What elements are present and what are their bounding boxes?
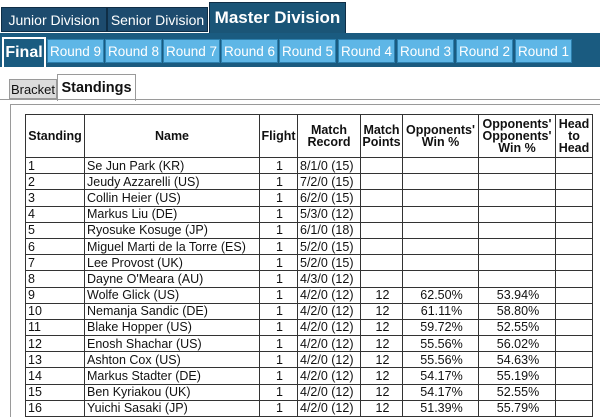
cell-head-to-head [556, 206, 593, 222]
cell-match-points: 12 [361, 352, 403, 368]
cell-match-record: 4/2/0 (12) [298, 336, 361, 352]
cell-match-points [361, 158, 403, 174]
cell-name: Wolfe Glick (US) [85, 287, 260, 303]
cell-flight: 1 [260, 255, 298, 271]
cell-opponents-opponents-win: 52.55% [479, 319, 556, 335]
column-header-match-points: Match Points [361, 115, 403, 158]
cell-standing: 14 [26, 368, 85, 384]
cell-name: Ben Kyriakou (UK) [85, 384, 260, 400]
tab-round-1[interactable]: Round 1 [515, 39, 572, 63]
cell-flight: 1 [260, 222, 298, 238]
cell-flight: 1 [260, 336, 298, 352]
cell-match-record: 6/1/0 (18) [298, 222, 361, 238]
cell-name: Collin Heier (US) [85, 190, 260, 206]
cell-match-record: 4/2/0 (12) [298, 303, 361, 319]
cell-match-points [361, 255, 403, 271]
cell-opponents-win [403, 158, 479, 174]
cell-match-record: 4/2/0 (12) [298, 384, 361, 400]
cell-match-points [361, 190, 403, 206]
column-header-match-record: Match Record [298, 115, 361, 158]
cell-opponents-win: 59.72% [403, 319, 479, 335]
cell-head-to-head [556, 158, 593, 174]
tab-final[interactable]: Final [2, 37, 46, 67]
cell-opponents-win: 61.11% [403, 303, 479, 319]
cell-opponents-win [403, 174, 479, 190]
cell-head-to-head [556, 336, 593, 352]
table-row [26, 303, 593, 319]
cell-standing: 5 [26, 222, 85, 238]
tab-senior-division[interactable]: Senior Division [107, 7, 208, 32]
table-row [26, 158, 593, 174]
round-tab-bar [0, 33, 600, 67]
cell-match-record: 5/2/0 (15) [298, 238, 361, 254]
cell-match-points: 12 [361, 368, 403, 384]
table-row [26, 384, 593, 400]
cell-match-points: 12 [361, 319, 403, 335]
cell-flight: 1 [260, 158, 298, 174]
cell-opponents-win: 55.56% [403, 336, 479, 352]
cell-opponents-opponents-win: 52.55% [479, 384, 556, 400]
cell-name: Markus Liu (DE) [85, 206, 260, 222]
column-header-flight: Flight [260, 115, 298, 158]
cell-standing: 16 [26, 400, 85, 416]
cell-flight: 1 [260, 384, 298, 400]
tab-junior-division[interactable]: Junior Division [1, 7, 107, 32]
cell-standing: 4 [26, 206, 85, 222]
cell-match-points: 12 [361, 384, 403, 400]
cell-opponents-opponents-win: 54.63% [479, 352, 556, 368]
cell-match-record: 5/2/0 (15) [298, 255, 361, 271]
cell-name: Markus Stadter (DE) [85, 368, 260, 384]
cell-opponents-opponents-win: 53.94% [479, 287, 556, 303]
cell-standing: 13 [26, 352, 85, 368]
tab-master-division[interactable]: Master Division [209, 2, 346, 33]
tab-round-2[interactable]: Round 2 [456, 39, 513, 63]
cell-name: Enosh Shachar (US) [85, 336, 260, 352]
cell-opponents-opponents-win [479, 174, 556, 190]
cell-head-to-head [556, 190, 593, 206]
table-row [26, 287, 593, 303]
cell-name: Ashton Cox (US) [85, 352, 260, 368]
cell-opponents-opponents-win: 56.02% [479, 336, 556, 352]
table-row [26, 206, 593, 222]
tab-round-3[interactable]: Round 3 [397, 39, 454, 63]
cell-head-to-head [556, 222, 593, 238]
cell-match-points [361, 206, 403, 222]
cell-flight: 1 [260, 319, 298, 335]
table-row [26, 255, 593, 271]
cell-opponents-opponents-win: 58.80% [479, 303, 556, 319]
view-tab-bar [0, 67, 600, 100]
cell-opponents-win: 51.39% [403, 400, 479, 416]
cell-opponents-win: 55.56% [403, 352, 479, 368]
cell-match-record: 4/2/0 (12) [298, 368, 361, 384]
cell-opponents-win [403, 222, 479, 238]
cell-name: Se Jun Park (KR) [85, 158, 260, 174]
cell-flight: 1 [260, 287, 298, 303]
standings-table [25, 114, 593, 417]
table-row [26, 368, 593, 384]
cell-standing: 8 [26, 271, 85, 287]
column-header-standing: Standing [26, 115, 85, 158]
tab-round-7[interactable]: Round 7 [163, 39, 220, 63]
table-row [26, 400, 593, 416]
cell-name: Blake Hopper (US) [85, 319, 260, 335]
column-header-name: Name [85, 115, 260, 158]
column-header-opponents-win: Opponents' Win % [403, 115, 479, 158]
cell-match-record: 4/3/0 (12) [298, 271, 361, 287]
cell-match-points [361, 238, 403, 254]
cell-match-points: 12 [361, 336, 403, 352]
cell-name: Ryosuke Kosuge (JP) [85, 222, 260, 238]
cell-opponents-win [403, 206, 479, 222]
cell-standing: 10 [26, 303, 85, 319]
tab-standings[interactable]: Standings [57, 74, 136, 101]
table-row [26, 222, 593, 238]
cell-opponents-opponents-win: 55.79% [479, 400, 556, 416]
cell-standing: 3 [26, 190, 85, 206]
cell-standing: 11 [26, 319, 85, 335]
cell-standing: 1 [26, 158, 85, 174]
cell-flight: 1 [260, 368, 298, 384]
cell-match-record: 4/2/0 (12) [298, 319, 361, 335]
standings-table-body [26, 158, 593, 417]
cell-flight: 1 [260, 206, 298, 222]
cell-match-record: 6/2/0 (15) [298, 190, 361, 206]
cell-head-to-head [556, 368, 593, 384]
tab-bracket[interactable]: Bracket [9, 79, 57, 99]
cell-name: Jeudy Azzarelli (US) [85, 174, 260, 190]
cell-match-points: 12 [361, 400, 403, 416]
table-header-row [26, 115, 593, 158]
cell-opponents-win: 54.17% [403, 384, 479, 400]
column-header-opponents-opponents-win: Opponents' Opponents' Win % [479, 115, 556, 158]
cell-flight: 1 [260, 238, 298, 254]
cell-standing: 15 [26, 384, 85, 400]
cell-match-record: 4/2/0 (12) [298, 400, 361, 416]
cell-standing: 12 [26, 336, 85, 352]
column-header-head-to-head: Head to Head [556, 115, 593, 158]
cell-name: Yuichi Sasaki (JP) [85, 400, 260, 416]
cell-name: Nemanja Sandic (DE) [85, 303, 260, 319]
cell-standing: 2 [26, 174, 85, 190]
cell-flight: 1 [260, 174, 298, 190]
cell-standing: 6 [26, 238, 85, 254]
cell-head-to-head [556, 255, 593, 271]
cell-opponents-opponents-win [479, 255, 556, 271]
table-row [26, 319, 593, 335]
cell-match-record: 4/2/0 (12) [298, 287, 361, 303]
cell-match-points [361, 174, 403, 190]
cell-standing: 9 [26, 287, 85, 303]
cell-standing: 7 [26, 255, 85, 271]
cell-opponents-win [403, 190, 479, 206]
cell-head-to-head [556, 174, 593, 190]
cell-name: Dayne O'Meara (AU) [85, 271, 260, 287]
cell-flight: 1 [260, 303, 298, 319]
cell-flight: 1 [260, 190, 298, 206]
table-row [26, 352, 593, 368]
cell-opponents-opponents-win [479, 238, 556, 254]
tab-round-5[interactable]: Round 5 [279, 39, 336, 63]
cell-name: Lee Provost (UK) [85, 255, 260, 271]
cell-head-to-head [556, 287, 593, 303]
cell-match-points [361, 271, 403, 287]
cell-flight: 1 [260, 400, 298, 416]
cell-opponents-opponents-win [479, 206, 556, 222]
cell-head-to-head [556, 238, 593, 254]
cell-head-to-head [556, 319, 593, 335]
cell-flight: 1 [260, 271, 298, 287]
cell-match-record: 5/3/0 (12) [298, 206, 361, 222]
tab-round-9[interactable]: Round 9 [47, 39, 104, 63]
table-row [26, 238, 593, 254]
cell-head-to-head [556, 352, 593, 368]
tab-round-4[interactable]: Round 4 [338, 39, 395, 63]
table-row [26, 336, 593, 352]
table-row [26, 271, 593, 287]
table-row [26, 174, 593, 190]
cell-opponents-win: 54.17% [403, 368, 479, 384]
table-row [26, 190, 593, 206]
cell-match-record: 8/1/0 (15) [298, 158, 361, 174]
cell-head-to-head [556, 400, 593, 416]
cell-match-points: 12 [361, 303, 403, 319]
cell-match-record: 7/2/0 (15) [298, 174, 361, 190]
cell-head-to-head [556, 271, 593, 287]
tab-round-6[interactable]: Round 6 [221, 39, 278, 63]
cell-opponents-win [403, 238, 479, 254]
cell-match-points: 12 [361, 287, 403, 303]
cell-match-record: 4/2/0 (12) [298, 352, 361, 368]
cell-opponents-opponents-win: 55.19% [479, 368, 556, 384]
cell-opponents-opponents-win [479, 222, 556, 238]
cell-head-to-head [556, 384, 593, 400]
division-tab-bar [0, 0, 600, 33]
tab-round-8[interactable]: Round 8 [105, 39, 162, 63]
cell-name: Miguel Marti de la Torre (ES) [85, 238, 260, 254]
cell-opponents-win [403, 271, 479, 287]
cell-opponents-opponents-win [479, 190, 556, 206]
cell-opponents-opponents-win [479, 271, 556, 287]
cell-flight: 1 [260, 352, 298, 368]
cell-opponents-win: 62.50% [403, 287, 479, 303]
cell-opponents-opponents-win [479, 158, 556, 174]
cell-head-to-head [556, 303, 593, 319]
cell-opponents-win [403, 255, 479, 271]
cell-match-points [361, 222, 403, 238]
tab-divider [0, 99, 600, 100]
